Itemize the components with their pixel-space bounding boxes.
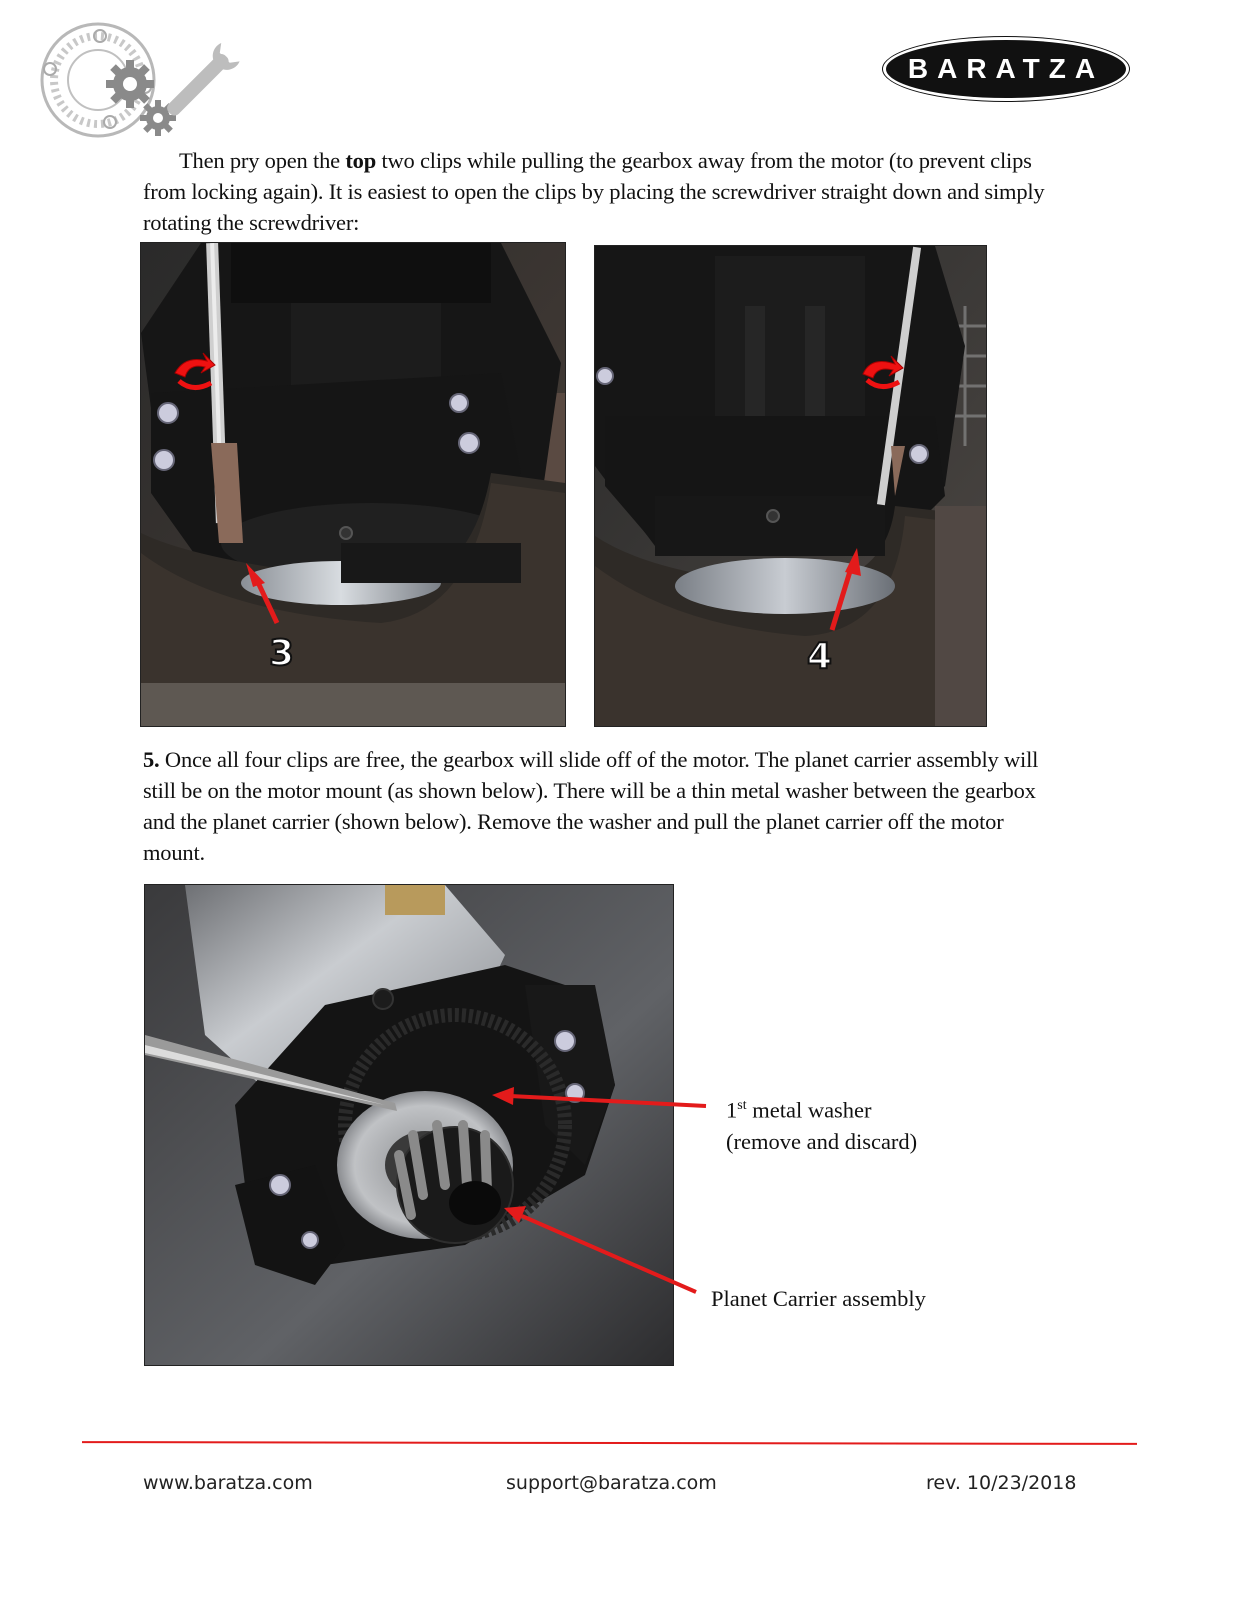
step-5-body: Once all four clips are free, the gearbox will slide off of the motor. The planet carrier assembly will still be on the motor mount (as shown below). There will be a thin metal washer between the gearbox and the planet carrier (shown below). Remove the washer and pull the planet carrier off the motor mount. <box>143 747 1039 865</box>
brand-logo <box>886 40 1126 98</box>
footer-website[interactable]: www.baratza.com <box>143 1472 313 1494</box>
washer-ordinal: 1 <box>726 1097 738 1123</box>
photo-clip-3 <box>140 242 566 727</box>
photo-label-3: 3 <box>269 633 295 674</box>
footer-revision: rev. 10/23/2018 <box>926 1472 1077 1494</box>
photo-clip-4 <box>594 245 987 727</box>
intro-part2: two clips while pulling the gearbox away from the motor (to prevent clips from locking again). It is easiest to open the clips by placing the screwdriver straight down and simply rotating the screwdriver: <box>143 148 1045 235</box>
step-5-text <box>143 744 1053 868</box>
washer-ordinal-suffix: st <box>737 1098 747 1113</box>
photo-planet-carrier <box>144 884 674 1366</box>
gears-wrench-icon <box>30 14 245 144</box>
step-intro-text <box>143 145 1063 238</box>
photo-label-4: 4 <box>807 636 833 677</box>
intro-bold-top: top <box>345 148 377 173</box>
footer-email[interactable]: support@baratza.com <box>506 1472 717 1494</box>
carrier-callout: Planet Carrier assembly <box>711 1286 926 1311</box>
intro-part1: Then pry open the <box>179 148 346 173</box>
step-5-number: 5. <box>143 747 160 772</box>
footer-divider <box>82 1441 1137 1445</box>
washer-callout-line2: (remove and discard) <box>726 1128 918 1154</box>
washer-callout-line1 <box>726 1090 1026 1126</box>
brand-logo-text: BARATZA <box>907 53 1105 84</box>
washer-label: metal washer <box>746 1097 872 1123</box>
washer-callout <box>726 1090 1026 1157</box>
